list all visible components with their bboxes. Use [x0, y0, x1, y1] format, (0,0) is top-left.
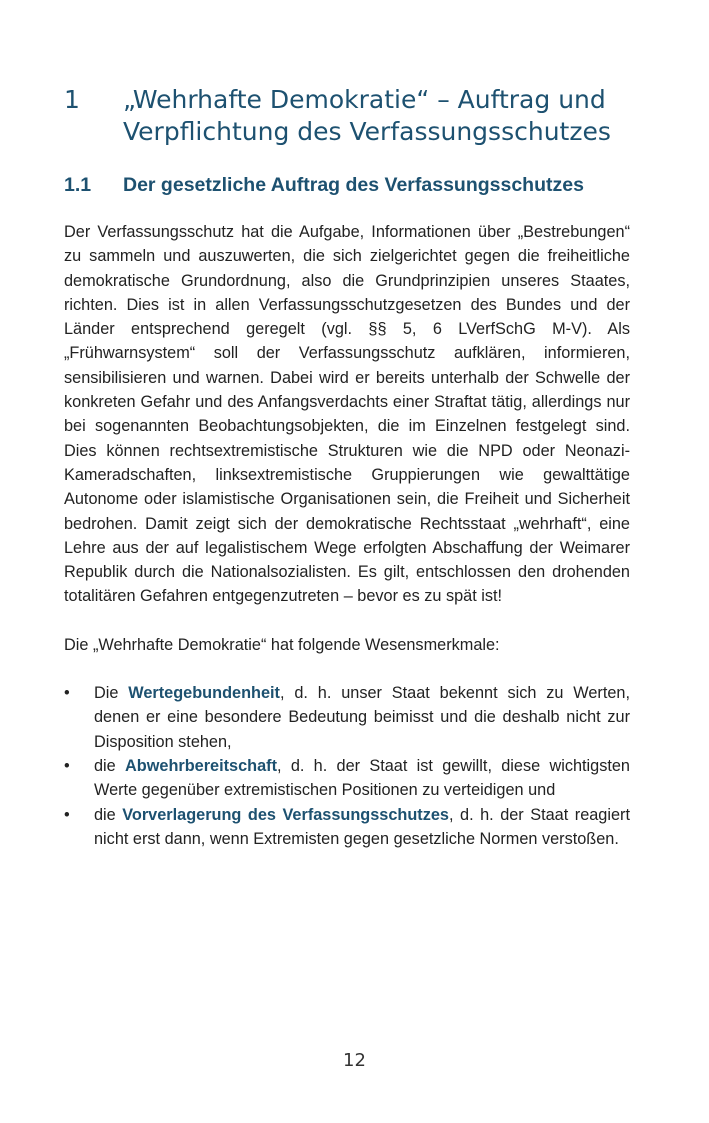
list-item-text: , d. h. der Staat reagiert nicht erst dann, wenn Extremisten gegen gesetzliche Normen verstoßen. — [94, 805, 630, 848]
chapter-number: 1 — [64, 85, 80, 114]
page-number: 12 — [343, 1050, 366, 1071]
section-number: 1.1 — [64, 174, 92, 196]
list-item — [64, 803, 630, 852]
body-paragraph: Der Verfassungsschutz hat die Aufgabe, Informationen über „Bestrebungen“ zu sammeln und auszuwerten, die sich zielgerichtet gegen die freiheitliche demokratische Grundordnung, also die Grundprinzipien unseres Staates, richten. Dies ist in allen Verfassungsschutzgesetzen des Bundes und der Länder entsprechend geregelt (vgl. §§ 5, 6 LVerfSchG M-V). Als „Frühwarnsystem“ soll der Verfassungsschutz aufklären, informieren, sensibilisieren und warnen. Dabei wird er bereits unterhalb der Schwelle der konkreten Gefahr und des Anfangsverdachts einer Straftat tätig, allerdings nur bei sogenannten Beobachtungsobjekten, die im Einzelnen festgelegt sind. Dies können rechtsextremistische Strukturen wie die NPD oder Neonazi-Kameradschaften, linksextremistische Gruppierungen wie gewalttätige Autonome oder islamistische Organisationen sein, die Freiheit und Sicherheit bedrohen. Damit zeigt sich der demokratische Rechtsstaat „wehrhaft“, eine Lehre aus der auf legalistischem Wege erfolgten Abschaffung der Weimarer Republik durch die Nationalsozialisten. Es gilt, entschlossen den drohenden totalitären Gefahren entgegenzutreten – bevor es zu spät ist! — [64, 223, 630, 606]
list-item-prefix: die — [94, 756, 126, 775]
list-item — [64, 681, 630, 754]
list-intro: Die „Wehrhafte Demokratie“ hat folgende Wesensmerkmale: — [64, 635, 500, 654]
list-item-term: Abwehrbereitschaft — [125, 756, 278, 775]
list-item-prefix: die — [94, 805, 123, 824]
list-item-term: Wertegebundenheit — [128, 684, 280, 703]
list-item — [64, 754, 630, 803]
section-title: Der gesetzliche Auftrag des Verfassungsschutzes — [123, 174, 584, 196]
chapter-title-line-1: „Wehrhafte Demokratie“ – Auftrag und — [123, 85, 606, 114]
bullet-icon: • — [64, 684, 70, 703]
section-heading — [64, 172, 630, 198]
chapter-title-line-2: Verpflichtung des Verfassungsschutzes — [123, 117, 611, 146]
list-item-prefix: Die — [94, 684, 129, 703]
characteristics-list — [64, 681, 630, 851]
list-item-text: , d. h. der Staat ist gewillt, diese wichtigsten Werte gegenüber extremistischen Positionen zu verteidigen und — [94, 756, 630, 800]
chapter-title — [123, 84, 630, 148]
page-content — [64, 84, 630, 851]
chapter-heading — [64, 84, 630, 148]
bullet-icon: • — [64, 756, 70, 775]
bullet-icon: • — [64, 805, 70, 824]
list-item-term: Vorverlagerung des Verfassungsschutzes — [122, 805, 449, 824]
list-item-text: , d. h. unser Staat bekennt sich zu Werten, denen er eine besondere Bedeutung beimisst und die deshalb nicht zur Disposition stehen, — [94, 684, 630, 751]
